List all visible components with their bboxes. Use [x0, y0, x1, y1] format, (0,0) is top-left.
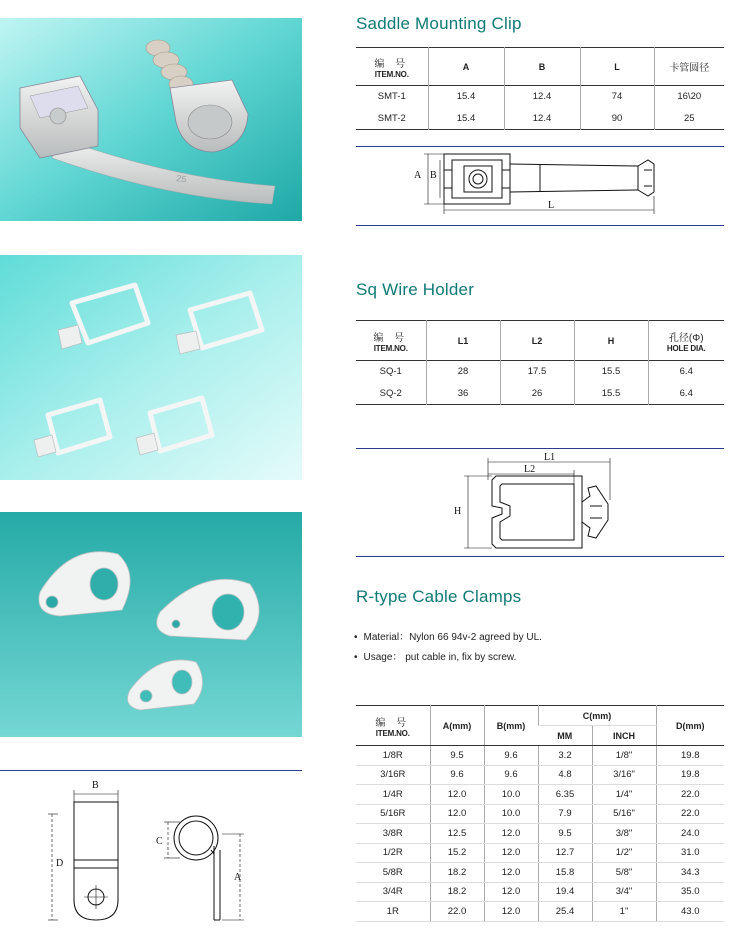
table-cell: 12.4 [504, 86, 580, 108]
r-type-clamp-photo [0, 512, 302, 737]
table-cell: 1/4R [356, 785, 430, 805]
table-cell: 1/8" [592, 746, 656, 766]
table-cell: 19.8 [656, 765, 724, 785]
saddle-dimension-diagram [356, 148, 724, 224]
table-cell: 1/4" [592, 785, 656, 805]
sq-header-l1: L1 [426, 321, 500, 361]
table-cell: 12.5 [430, 824, 484, 844]
table-cell: 7.9 [538, 804, 592, 824]
r-header-b: B(mm) [484, 706, 538, 746]
r-header-c-mm: MM [538, 726, 592, 746]
sq-header-l2: L2 [500, 321, 574, 361]
table-cell: 9.6 [430, 765, 484, 785]
photo-strap-label: 25 [175, 173, 188, 185]
saddle-header-l: L [580, 48, 654, 86]
r-header-d: D(mm) [656, 706, 724, 746]
table-cell: 22.0 [430, 902, 484, 922]
saddle-diagram-label-b: B [430, 170, 437, 181]
r-header-item: 编 号 ITEM.NO. [356, 706, 430, 746]
table-cell: SQ-1 [379, 366, 402, 378]
sq-header-item: 编 号 ITEM.NO. [373, 332, 409, 353]
table-cell: 3/8R [356, 824, 430, 844]
bullet-material: • Material：Nylon 66 94v-2 agreed by UL. [354, 628, 542, 643]
table-cell: 17.5 [500, 361, 574, 383]
table-cell: 16\20 [654, 86, 724, 108]
table-cell: 12.0 [484, 824, 538, 844]
table-cell: 12.0 [484, 863, 538, 883]
table-cell: 5/8R [356, 863, 430, 883]
table-cell: 12.7 [538, 843, 592, 863]
r-header-c: C(mm) [538, 706, 656, 726]
r-type-dimension-diagram [0, 772, 302, 934]
table-cell: 34.3 [656, 863, 724, 883]
table-row [356, 902, 724, 922]
table-cell: 31.0 [656, 843, 724, 863]
table-cell: 9.5 [430, 746, 484, 766]
r-type-spec-bullets [354, 628, 542, 668]
table-cell: 12.0 [484, 882, 538, 902]
table-cell: 6.35 [538, 785, 592, 805]
sq-wire-holder-photo [0, 255, 302, 480]
table-row [356, 785, 724, 805]
table-cell: SQ-2 [379, 387, 402, 399]
table-cell: 5/8" [592, 863, 656, 883]
table-cell: 28 [426, 361, 500, 383]
table-cell: 5/16R [356, 804, 430, 824]
saddle-diagram-label-a: A [414, 170, 422, 181]
r-diagram-label-c: C [156, 836, 163, 847]
table-cell: 74 [580, 86, 654, 108]
table-cell: 6.4 [648, 361, 724, 383]
r-diagram-label-d: D [56, 858, 64, 869]
table-cell: 18.2 [430, 863, 484, 883]
table-cell: 18.2 [430, 882, 484, 902]
table-cell: 3/4R [356, 882, 430, 902]
table-cell: SMT-1 [377, 91, 406, 103]
r-header-c-inch: INCH [592, 726, 656, 746]
table-row [356, 882, 724, 902]
table-cell: 12.4 [504, 108, 580, 130]
saddle-spec-table [356, 47, 724, 130]
table-cell: 3/8" [592, 824, 656, 844]
r-type-spec-table [356, 705, 724, 922]
table-cell: 1" [592, 902, 656, 922]
r-diagram-label-a: A [234, 872, 242, 883]
table-row [356, 746, 724, 766]
r-header-a: A(mm) [430, 706, 484, 746]
table-cell: 3/16R [356, 765, 430, 785]
table-cell: 25.4 [538, 902, 592, 922]
table-cell: 19.4 [538, 882, 592, 902]
table-cell: 15.2 [430, 843, 484, 863]
table-cell: 10.0 [484, 804, 538, 824]
table-cell: 9.6 [484, 765, 538, 785]
table-row [356, 843, 724, 863]
table-cell: 15.4 [428, 86, 504, 108]
table-cell: 12.0 [430, 804, 484, 824]
table-cell: 1/2R [356, 843, 430, 863]
table-cell: 22.0 [656, 804, 724, 824]
table-cell: 9.6 [484, 746, 538, 766]
sq-diagram-bottom-rule [356, 556, 724, 557]
saddle-header-a: A [428, 48, 504, 86]
table-row [356, 804, 724, 824]
table-cell: 4.8 [538, 765, 592, 785]
saddle-diagram-top-rule [356, 146, 724, 147]
table-row [356, 108, 724, 130]
table-cell: 35.0 [656, 882, 724, 902]
table-cell: 9.5 [538, 824, 592, 844]
table-cell: 3.2 [538, 746, 592, 766]
table-cell: 90 [580, 108, 654, 130]
sq-dimension-diagram [356, 450, 724, 554]
table-cell: 15.5 [574, 383, 648, 405]
table-cell: 15.5 [574, 361, 648, 383]
bullet-usage: • Usage： put cable in, fix by screw. [354, 648, 542, 663]
table-cell: 26 [500, 383, 574, 405]
table-cell: 5/16" [592, 804, 656, 824]
table-cell: 10.0 [484, 785, 538, 805]
table-row [356, 383, 724, 405]
saddle-header-pipe: 卡管圆径 [654, 48, 724, 86]
table-row [356, 765, 724, 785]
table-cell: 36 [426, 383, 500, 405]
table-row [356, 824, 724, 844]
table-cell: SMT-2 [377, 112, 406, 124]
saddle-clip-photo [0, 18, 302, 221]
sq-diagram-label-h: H [454, 506, 462, 517]
sq-diagram-top-rule [356, 448, 724, 449]
sq-header-h: H [574, 321, 648, 361]
r-type-section-title: R-type Cable Clamps [356, 587, 522, 606]
table-cell: 25 [654, 108, 724, 130]
sq-header-hole: 孔径(Φ) HOLE DIA. [648, 321, 724, 361]
saddle-section-title: Saddle Mounting Clip [356, 14, 522, 33]
r-diagram-label-b: B [92, 780, 99, 791]
table-cell: 12.0 [484, 902, 538, 922]
saddle-header-item: 编 号 ITEM.NO. [374, 58, 410, 79]
table-row [356, 863, 724, 883]
saddle-header-b: B [504, 48, 580, 86]
table-cell: 6.4 [648, 383, 724, 405]
table-cell: 1/8R [356, 746, 430, 766]
table-cell: 19.8 [656, 746, 724, 766]
sq-spec-table [356, 320, 724, 405]
table-cell: 15.8 [538, 863, 592, 883]
sq-diagram-label-l1: L1 [544, 452, 556, 463]
table-cell: 1R [356, 902, 430, 922]
table-cell: 12.0 [484, 843, 538, 863]
table-cell: 24.0 [656, 824, 724, 844]
sq-section-title: Sq Wire Holder [356, 280, 475, 299]
saddle-diagram-label-l: L [548, 200, 555, 211]
table-cell: 3/16" [592, 765, 656, 785]
saddle-diagram-bottom-rule [356, 225, 724, 226]
table-row [356, 86, 724, 108]
r-type-diagram-top-rule [0, 770, 302, 771]
table-cell: 22.0 [656, 785, 724, 805]
sq-diagram-label-l2: L2 [524, 464, 536, 475]
table-cell: 43.0 [656, 902, 724, 922]
table-cell: 3/4" [592, 882, 656, 902]
table-row [356, 361, 724, 383]
table-cell: 12.0 [430, 785, 484, 805]
table-cell: 15.4 [428, 108, 504, 130]
table-cell: 1/2" [592, 843, 656, 863]
